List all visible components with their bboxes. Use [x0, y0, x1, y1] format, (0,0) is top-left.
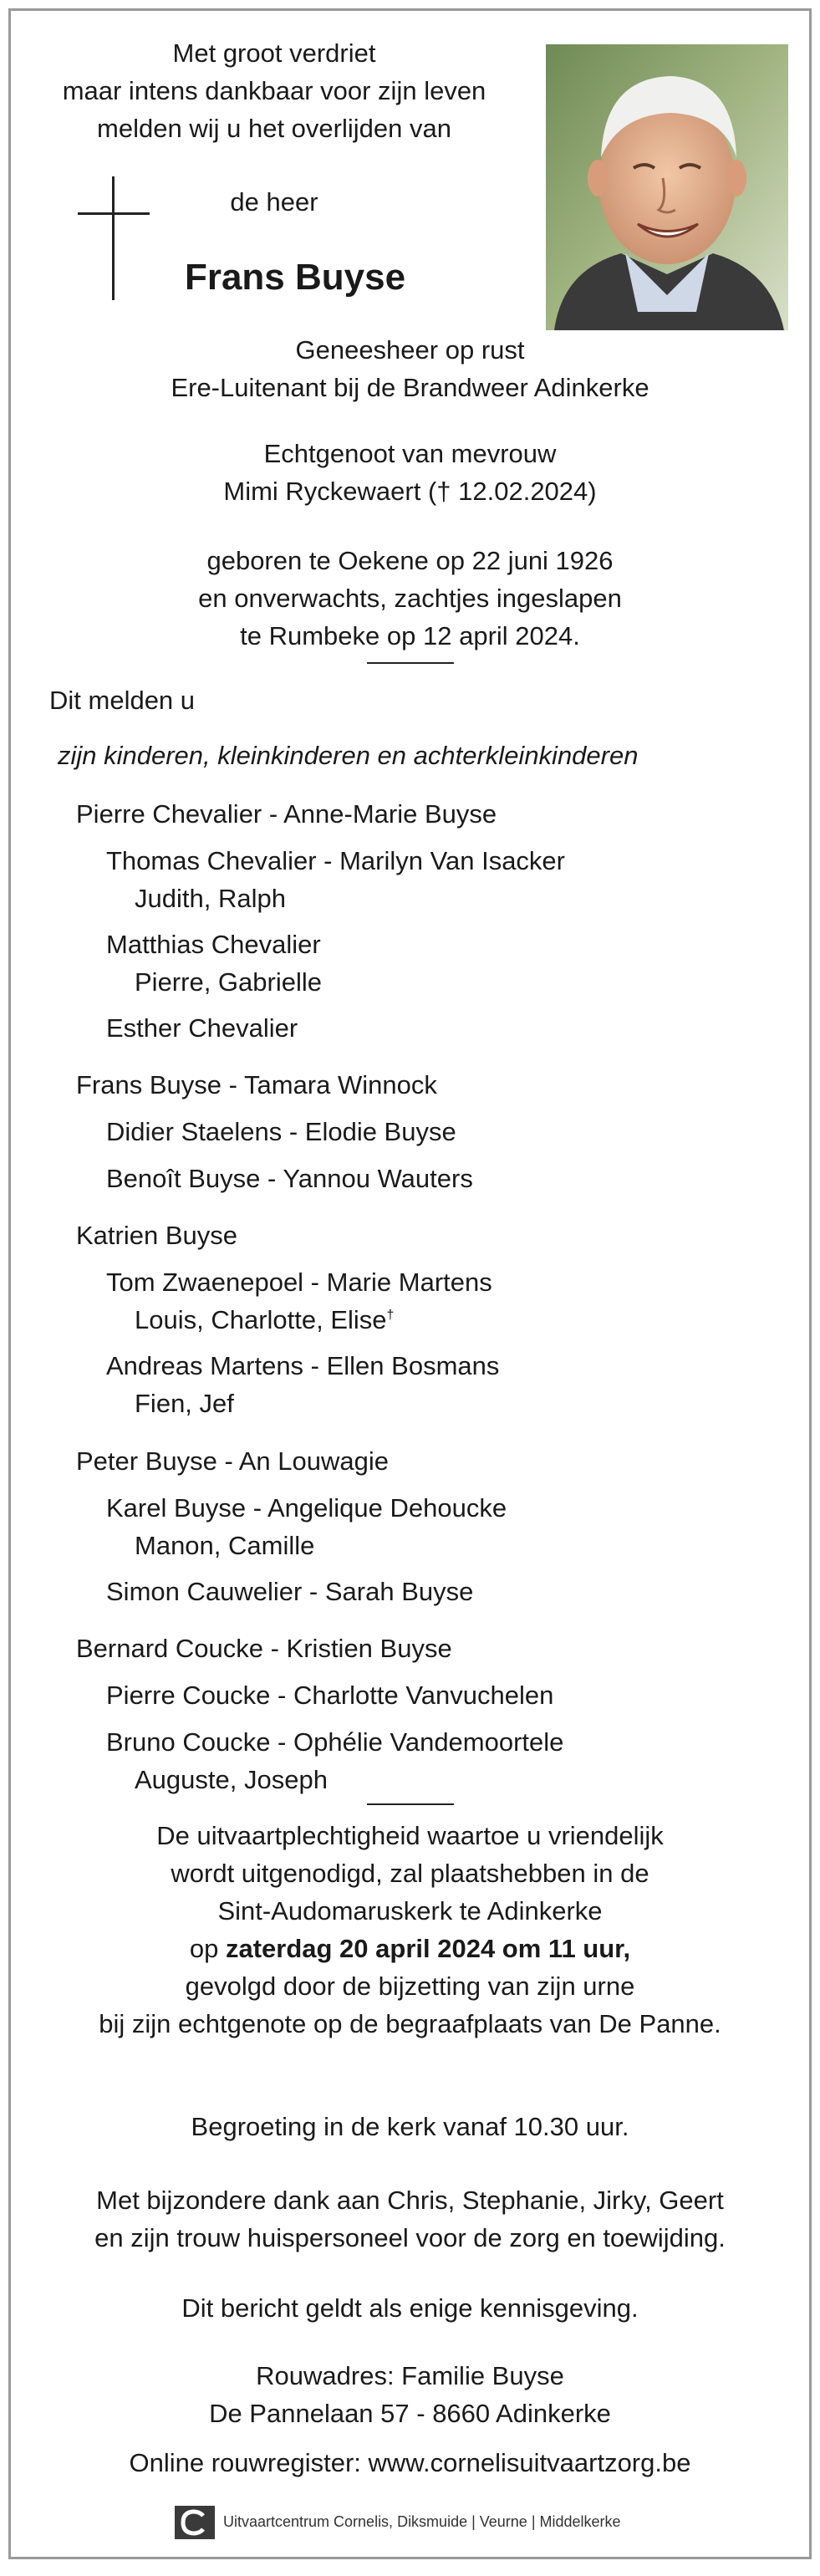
family-member: Pierre Chevalier - Anne-Marie Buyse [76, 799, 497, 829]
funeral-line: wordt uitgenodigd, zal plaatshebben in de [171, 1859, 649, 1888]
birth-death-info [11, 542, 809, 655]
spouse-line: Mimi Ryckewaert († 12.02.2024) [223, 477, 597, 506]
family-member: Tom Zwaenepoel - Marie Martens [106, 1268, 492, 1297]
funeral-line: De uitvaartplechtigheid waartoe u vriendelijk [156, 1821, 664, 1850]
intro-line: Met groot verdriet [172, 38, 376, 68]
family-member: Thomas Chevalier - Marilyn Van Isacker [106, 846, 565, 875]
funeral-date-line [11, 1930, 809, 1967]
family-line: zijn kinderen, kleinkinderen en achterkleinkinderen [58, 741, 639, 770]
obituary-card [8, 8, 812, 2559]
family-member: Didier Staelens - Elodie Buyse [106, 1117, 456, 1146]
family-member: Auguste, Joseph [135, 1765, 328, 1794]
intro-line: melden wij u het overlijden van [97, 114, 451, 143]
family-member: Katrien Buyse [76, 1221, 237, 1250]
notice-text: Dit bericht geldt als enige kennisgeving. [181, 2293, 639, 2323]
dagger-mark: † [386, 1308, 395, 1323]
family-member: Andreas Martens - Ellen Bosmans [106, 1351, 500, 1380]
address-line: De Pannelaan 57 - 8660 Adinkerke [209, 2399, 611, 2428]
family-member [135, 1301, 394, 1339]
family-member: Karel Buyse - Angelique Dehoucke [106, 1493, 507, 1523]
family-member: Peter Buyse - An Louwagie [76, 1446, 389, 1476]
funeral-date-prefix: op [189, 1934, 226, 1963]
title-line: Geneesheer op rust [295, 335, 525, 365]
family-member: Manon, Camille [135, 1531, 315, 1560]
footer [11, 2496, 809, 2546]
address-line: Rouwadres: Familie Buyse [256, 2361, 564, 2390]
funeral-info [11, 1817, 809, 2043]
portrait-photo [546, 44, 788, 330]
title-line: Ere-Luitenant bij de Brandweer Adinkerke [171, 373, 649, 402]
titles [11, 331, 809, 406]
family-member: Esther Chevalier [106, 1013, 298, 1043]
funeral-line: Sint-Audomaruskerk te Adinkerke [217, 1896, 603, 1926]
funeral-line: gevolgd door de bijzetting van zijn urne [185, 1972, 635, 2001]
birth-line: en onverwachts, zachtjes ingeslapen [198, 584, 622, 613]
spouse-info [11, 435, 809, 510]
announce-by: Dit melden u [49, 686, 196, 715]
online-register: Online rouwregister: www.cornelisuitvaartzorg.be [129, 2448, 691, 2477]
family-member-names: Louis, Charlotte, Elise [135, 1305, 387, 1334]
family-member: Matthias Chevalier [106, 930, 321, 959]
family-member: Fien, Jef [135, 1389, 234, 1418]
intro-text [11, 34, 537, 147]
address [11, 2357, 809, 2432]
thanks-line: en zijn trouw huispersoneel voor de zorg en toewijding. [94, 2223, 726, 2252]
intro-line: maar intens dankbaar voor zijn leven [62, 76, 486, 105]
family-member: Bruno Coucke - Ophélie Vandemoortele [106, 1727, 564, 1757]
family-member: Bernard Coucke - Kristien Buyse [76, 1634, 452, 1663]
funeral-line: bij zijn echtgenote op de begraafplaats van De Panne. [99, 2009, 721, 2038]
family-member: Frans Buyse - Tamara Winnock [76, 1070, 437, 1099]
spouse-line: Echtgenoot van mevrouw [263, 439, 557, 468]
salutation: de heer [230, 187, 318, 217]
birth-line: geboren te Oekene op 22 juni 1926 [206, 546, 614, 575]
funeral-home-logo-icon [175, 2506, 215, 2539]
family-member: Pierre, Gabrielle [135, 967, 322, 997]
thanks-line: Met bijzondere dank aan Chris, Stephanie, Jirky, Geert [96, 2186, 724, 2215]
greeting-info: Begroeting in de kerk vanaf 10.30 uur. [191, 2112, 629, 2141]
divider [367, 662, 454, 664]
family-member: Simon Cauwelier - Sarah Buyse [106, 1577, 474, 1606]
deceased-name: Frans Buyse [184, 257, 406, 298]
divider [367, 1803, 454, 1805]
birth-line: te Rumbeke op 12 april 2024. [240, 621, 580, 650]
funeral-date: zaterdag 20 april 2024 om 11 uur, [225, 1934, 631, 1963]
thanks-text [11, 2181, 809, 2257]
family-member: Benoît Buyse - Yannou Wauters [106, 1164, 473, 1193]
family-member: Judith, Ralph [135, 884, 286, 913]
footer-text: Uitvaartcentrum Cornelis, Diksmuide | Veurne | Middelkerke [223, 2513, 621, 2530]
family-member: Pierre Coucke - Charlotte Vanvuchelen [106, 1681, 554, 1710]
